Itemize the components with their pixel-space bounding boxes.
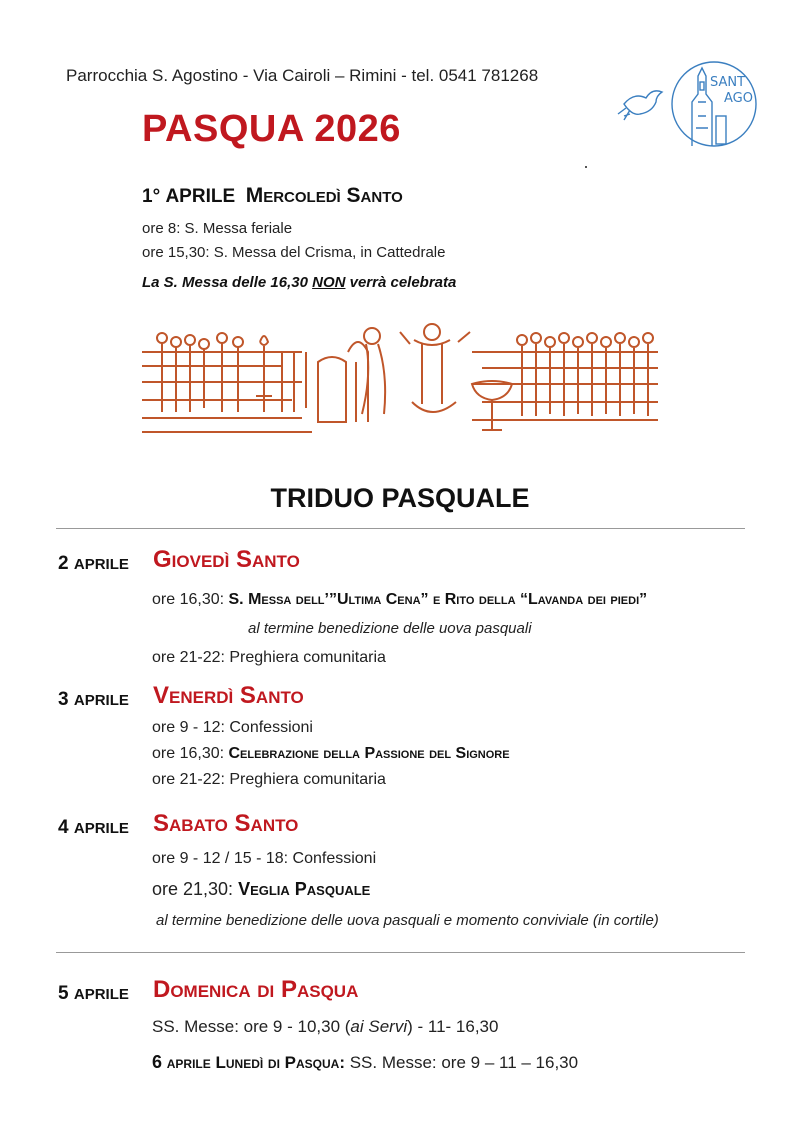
thursday-note: al termine benedizione delle uova pasquali xyxy=(248,620,532,637)
thursday-time: ore 16,30: xyxy=(152,591,229,608)
wednesday-date-month: APRILE xyxy=(165,186,236,207)
sunday-date-month: APRILE xyxy=(73,986,129,1003)
monday-line xyxy=(152,1052,578,1073)
thursday-event: S. Messa dell’”Ultima Cena” e Rito della “Lavanda dei piedi” xyxy=(228,591,648,608)
thursday-date-month: APRILE xyxy=(73,556,129,573)
thursday-line-2: ore 21-22: Preghiera comunitaria xyxy=(152,649,386,666)
svg-text:AGO: AGO xyxy=(724,91,753,106)
friday-line-2 xyxy=(152,745,510,763)
thursday-date-num: 2 xyxy=(58,553,69,574)
page-title: PASQUA 2026 xyxy=(142,108,401,150)
saturday-date-month: APRILE xyxy=(73,820,129,837)
stray-dot xyxy=(585,166,587,168)
saturday-date xyxy=(58,817,129,839)
sunday-line-1 xyxy=(152,1017,498,1037)
friday-date-num: 3 xyxy=(58,689,69,710)
logo-text: SANT xyxy=(710,75,746,90)
divider-bottom xyxy=(56,952,745,953)
note-part-a: La S. Messa delle 16,30 xyxy=(142,274,313,291)
wednesday-heading xyxy=(142,184,403,208)
saturday-line-1: ore 9 - 12 / 15 - 18: Confessioni xyxy=(152,850,377,867)
friday-line-1: ore 9 - 12: Confessioni xyxy=(152,719,313,736)
sunday-date-num: 5 xyxy=(58,983,69,1004)
wednesday-note xyxy=(142,274,456,291)
saturday-time: ore 21,30: xyxy=(152,879,239,899)
wednesday-date-num: 1° xyxy=(142,186,161,207)
friday-line-3: ore 21-22: Preghiera comunitaria xyxy=(152,771,386,788)
divider-top xyxy=(56,528,745,529)
triduo-title: TRIDUO PASQUALE xyxy=(270,483,530,513)
saturday-day: Sabato Santo xyxy=(153,810,299,837)
thursday-day: Giovedì Santo xyxy=(153,546,300,573)
parish-header: Parrocchia S. Agostino - Via Cairoli – Rimini - tel. 0541 781268 xyxy=(66,66,539,85)
saturday-note: al termine benedizione delle uova pasquali e momento conviviale (in cortile) xyxy=(156,912,659,929)
sunday-date xyxy=(58,983,129,1005)
monday-label: aprile Lunedì di Pasqua: xyxy=(166,1053,345,1072)
wednesday-line-1: ore 8: S. Messa feriale xyxy=(142,220,293,237)
monday-date-num: 6 xyxy=(152,1052,163,1072)
sunday-text-c: ) - 11- 16,30 xyxy=(407,1017,499,1036)
sunday-text-b: ai Servi xyxy=(350,1017,408,1036)
thursday-line-1 xyxy=(152,591,647,609)
monday-times: SS. Messe: ore 9 – 11 – 16,30 xyxy=(344,1053,579,1072)
note-part-b: NON xyxy=(312,274,346,291)
wednesday-day: Mercoledì Santo xyxy=(245,184,403,207)
sunday-day: Domenica di Pasqua xyxy=(153,976,359,1003)
thursday-date xyxy=(58,553,129,575)
easter-illustration xyxy=(142,322,658,440)
friday-day: Venerdì Santo xyxy=(153,682,304,709)
note-part-c: verrà celebrata xyxy=(345,274,457,291)
wednesday-line-2: ore 15,30: S. Messa del Crisma, in Cattedrale xyxy=(142,244,446,261)
friday-date xyxy=(58,689,129,711)
friday-date-month: APRILE xyxy=(73,692,129,709)
saturday-line-2 xyxy=(152,879,370,900)
parish-logo xyxy=(612,56,760,152)
friday-time: ore 16,30: xyxy=(152,745,229,762)
saturday-event: Veglia Pasquale xyxy=(238,879,371,899)
friday-event: Celebrazione della Passione del Signore xyxy=(228,745,510,762)
saturday-date-num: 4 xyxy=(58,817,69,838)
sunday-text-a: SS. Messe: ore 9 - 10,30 ( xyxy=(152,1017,351,1036)
